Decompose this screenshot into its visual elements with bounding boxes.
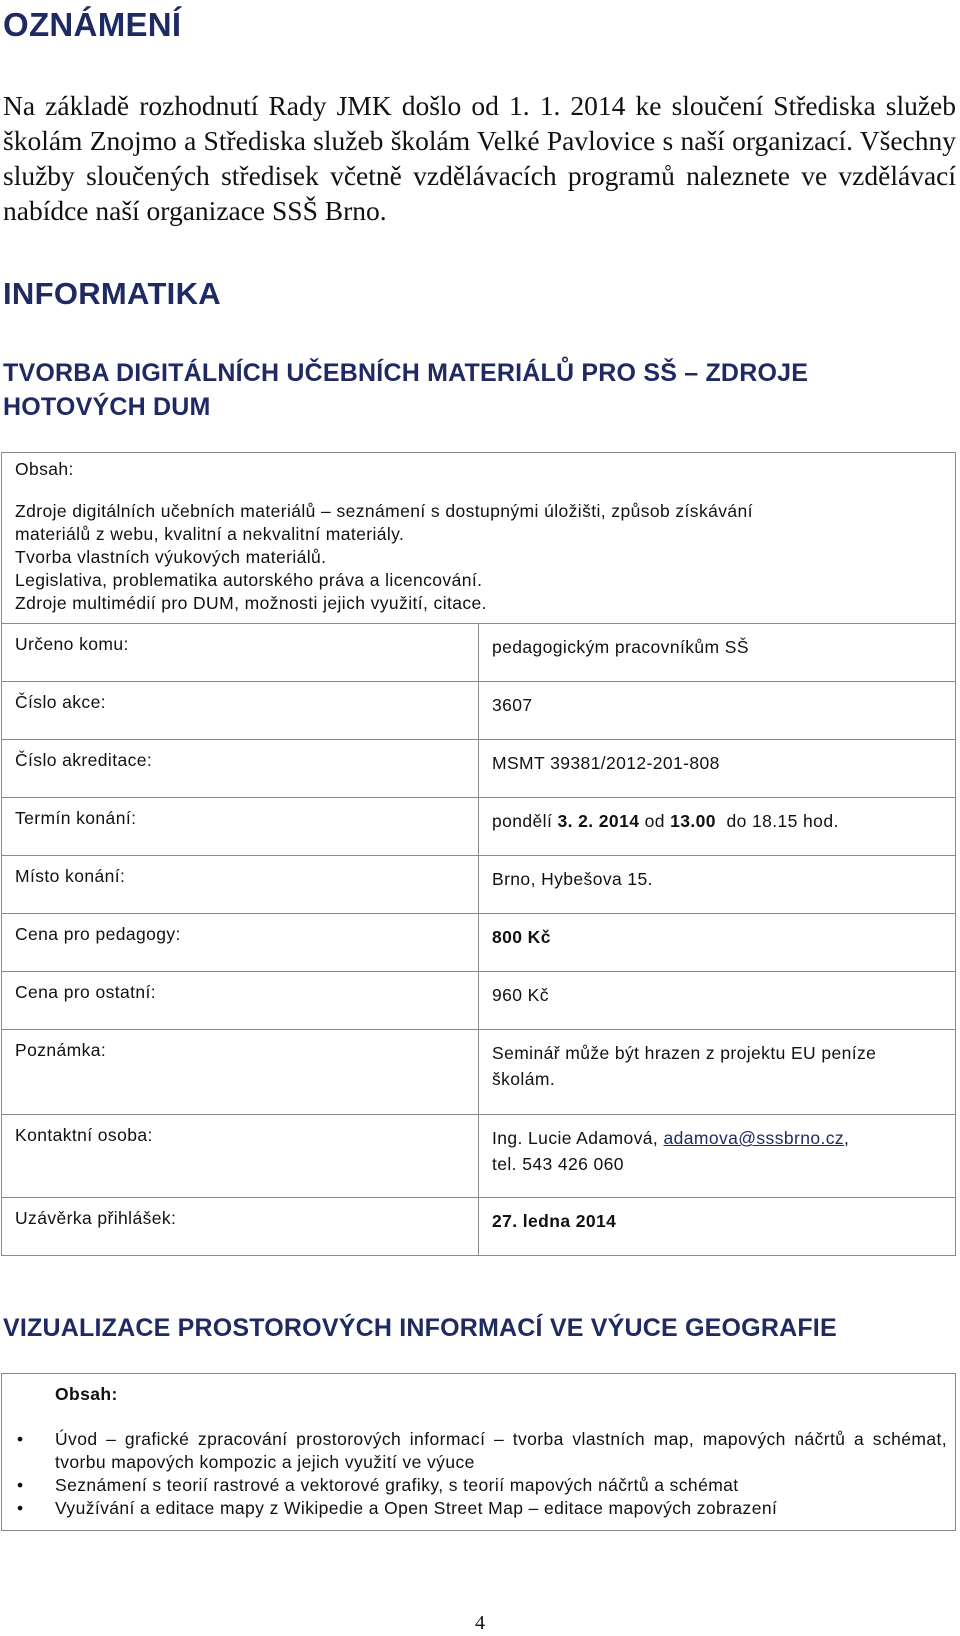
contents-line: materiálů z webu, kvalitní a nekvalitní materiály. — [15, 524, 405, 544]
row-place — [2, 856, 955, 914]
row-note — [2, 1030, 955, 1115]
row-value — [479, 798, 955, 855]
contents-label: Obsah: — [55, 1384, 118, 1404]
row-value: Brno, Hybešova 15. — [492, 869, 653, 889]
contents-line: Tvorba vlastních výukových materiálů. — [15, 547, 327, 567]
row-value: Seminář může být hrazen z projektu EU peníze školám. — [492, 1043, 877, 1089]
row-accreditation — [2, 740, 955, 798]
bullet-icon: • — [17, 1429, 24, 1449]
row-value: 960 Kč — [492, 985, 549, 1005]
notice-body: Na základě rozhodnutí Rady JMK došlo od 1. 1. 2014 ke sloučení Střediska služeb školám Znojmo a Střediska služeb školám Velké Pavlovice s naší organizací. Všechny služby sloučených středisek včetně vzdělávacích programů naleznete ve vzdělávací nabídce naší organizace SSŠ Brno. — [3, 90, 956, 226]
row-value: MSMT 39381/2012-201-808 — [492, 753, 720, 773]
bullet-icon: • — [17, 1475, 24, 1495]
list-item — [2, 1474, 947, 1497]
row-label: Cena pro pedagogy: — [2, 914, 479, 971]
contact-name: Ing. Lucie Adamová, — [492, 1128, 659, 1148]
contents-line: Zdroje digitálních učebních materiálů – seznámení s dostupnými úložišti, způsob získávání — [15, 501, 753, 521]
row-value: 3607 — [492, 695, 533, 715]
notice-title: OZNÁMENÍ — [3, 6, 182, 43]
row-value: Ing. Lucie Adamová, adamova@sssbrno.cz, tel. 543 426 060 — [492, 1128, 850, 1174]
contents-label: Obsah: — [15, 459, 74, 479]
course-contents — [2, 453, 955, 624]
contact-email-link[interactable]: adamova@sssbrno.cz — [663, 1128, 845, 1148]
date-from: od — [644, 811, 665, 831]
course-contents-box — [1, 1373, 956, 1531]
row-label: Místo konání: — [2, 856, 479, 913]
row-value: pedagogickým pracovníkům SŠ — [492, 637, 749, 657]
date-date: 3. 2. 2014 — [557, 811, 640, 831]
row-value: 800 Kč — [492, 927, 551, 947]
list-item — [2, 1497, 947, 1520]
list-item — [2, 1428, 947, 1474]
row-label: Termín konání: — [2, 798, 479, 855]
row-label: Číslo akreditace: — [2, 740, 479, 797]
row-date — [2, 798, 955, 856]
section-title: INFORMATIKA — [3, 276, 221, 311]
date-rest: do 18.15 hod. — [726, 811, 839, 831]
row-price-teachers — [2, 914, 955, 972]
list-item-text: Seznámení s teorií rastrové a vektorové grafiky, s teorií mapových náčrtů a schémat — [55, 1475, 739, 1495]
course-title: TVORBA DIGITÁLNÍCH UČEBNÍCH MATERIÁLŮ PRO SŠ – ZDROJE HOTOVÝCH DUM — [3, 359, 809, 421]
row-label: Cena pro ostatní: — [2, 972, 479, 1029]
row-label: Určeno komu: — [2, 624, 479, 681]
bullet-icon: • — [17, 1498, 24, 1518]
row-action-number — [2, 682, 955, 740]
row-audience — [2, 624, 955, 682]
date-start: 13.00 — [670, 811, 716, 831]
course-title: VIZUALIZACE PROSTOROVÝCH INFORMACÍ VE VÝUCE GEOGRAFIE — [3, 1314, 837, 1342]
page-number: 4 — [475, 1612, 485, 1634]
contents-line: Zdroje multimédií pro DUM, možnosti jejich využití, citace. — [15, 593, 487, 613]
contents-list — [2, 1428, 947, 1520]
row-label: Poznámka: — [2, 1030, 479, 1114]
row-value: 27. ledna 2014 — [492, 1211, 617, 1231]
contact-phone: tel. 543 426 060 — [492, 1154, 624, 1174]
date-day: pondělí — [492, 811, 553, 831]
row-label: Kontaktní osoba: — [2, 1115, 479, 1197]
list-item-text: Využívání a editace mapy z Wikipedie a Open Street Map – editace mapových zobrazení — [55, 1498, 778, 1518]
row-contact — [2, 1115, 955, 1198]
contents-lines — [15, 500, 942, 615]
row-label: Uzávěrka přihlášek: — [2, 1198, 479, 1255]
row-deadline — [2, 1198, 955, 1255]
row-label: Číslo akce: — [2, 682, 479, 739]
contents-line: Legislativa, problematika autorského práva a licencování. — [15, 570, 483, 590]
row-price-others — [2, 972, 955, 1030]
course-info-table — [1, 452, 956, 1256]
list-item-text: Úvod – grafické zpracování prostorových informací – tvorba vlastních map, mapových náčrtů a schémat, tvorbu mapových kompozic a jejich využití ve výuce — [55, 1429, 947, 1472]
